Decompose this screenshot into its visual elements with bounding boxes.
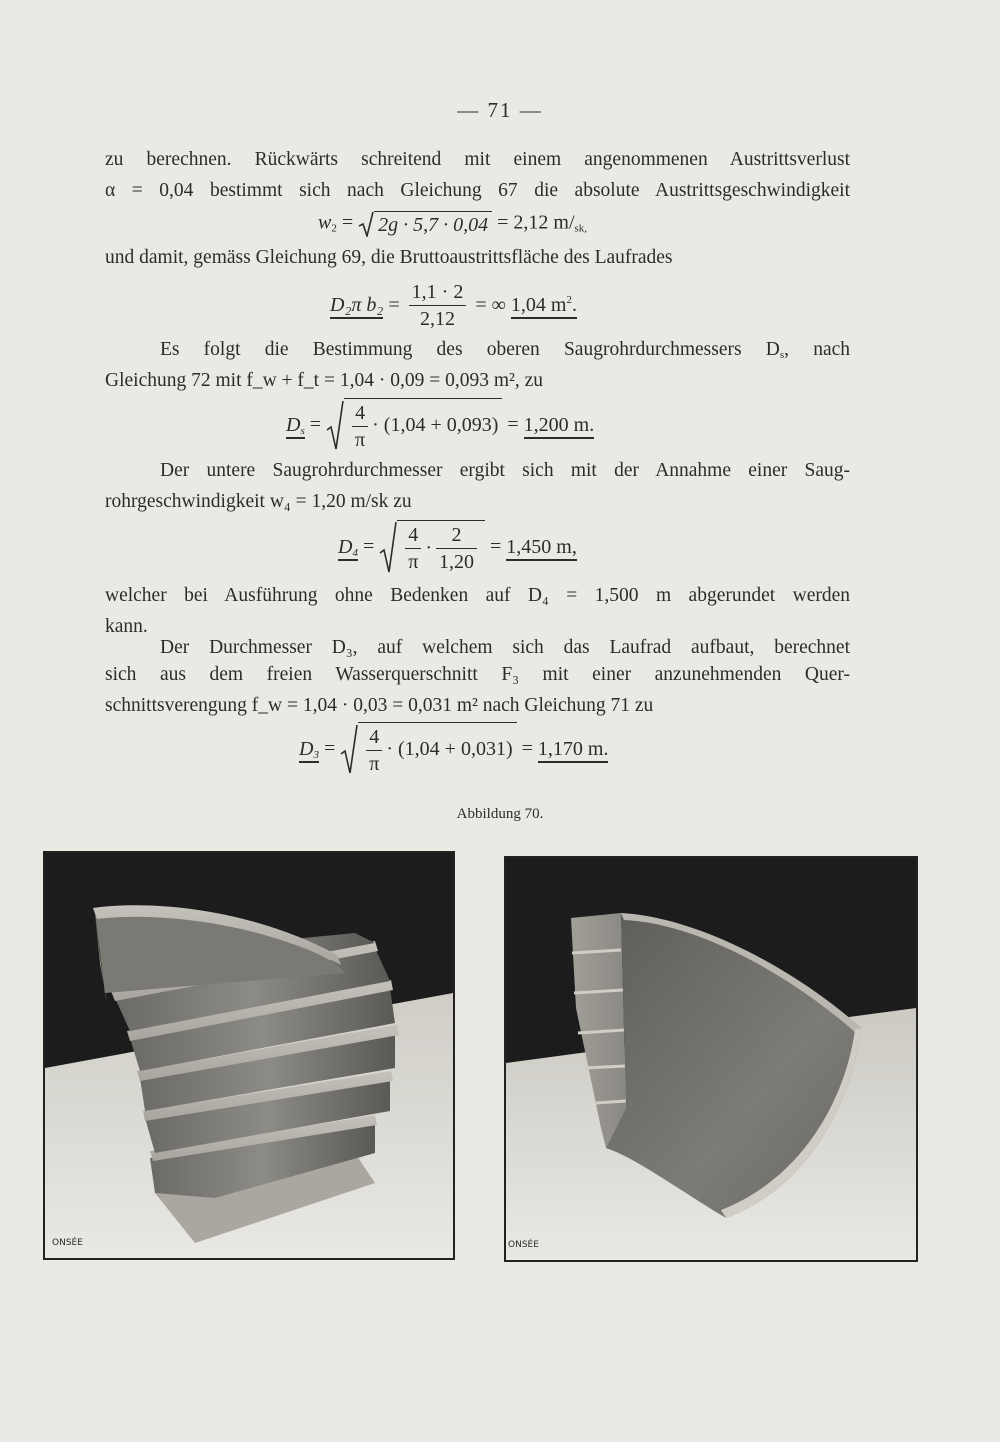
text-line: Der Durchmesser D₃, auf welchem sich das Laufrad aufbaut, berechnet [160,637,850,658]
figure-photo-right [504,856,918,1262]
text-line: zu berechnen. Rückwärts schreitend mit einem angenommenen Austrittsverlust [105,149,850,170]
text-line: welcher bei Ausführung ohne Bedenken auf D₄ = 1,500 m abgerundet werden [105,585,850,606]
text-line: α = 0,04 bestimmt sich nach Gleichung 67 die absolute Austrittsgeschwindigkeit [105,180,850,201]
text-line: schnittsverengung f_w = 1,04 · 0,03 = 0,031 m² nach Gleichung 71 zu [105,695,654,716]
paragraph-4b [105,486,850,517]
sqrt-symbol: $\frac{4}{\pi}$ · (1,04 + 0,031) [340,722,516,776]
text-line: Der untere Saugrohrdurchmesser ergibt sich mit der Annahme einer Saug- [160,460,850,481]
equation-d2-pi-b2: D₂π b₂ = $\frac{1,1 \cdot 2}{2,12}$ = ∞ 1,04 $m^2$. [330,281,577,330]
paragraph-1 [105,144,850,206]
paragraph-2 [105,242,850,273]
text-line: und damit, gemäss Gleichung 69, die Bruttoaustrittsfläche des Laufrades [105,247,673,268]
photo-signature-right: ONSÉE [508,1240,539,1250]
paragraph-3b [105,365,850,396]
sqrt-symbol: 2g · 5,7 · 0,04 [358,211,492,237]
sqrt-symbol: $\frac{4}{\pi}$ · (1,04 + 0,093) [326,398,502,452]
paragraph-6b [105,659,850,721]
photo-signature-left: ONSÉE [52,1238,83,1248]
page-number: — 71 — [457,98,543,122]
equation-w2: $w_2 = 2g \cdot 5,7 \cdot 0,04 = 2,12$ $m/_{sk,}$ [318,211,588,236]
figure-caption: Abbildung 70. [456,806,544,822]
equation-d3: $D_3$ = $\frac{4}{\pi}$ · (1,04 + 0,031) = 1,170 m. [299,722,608,776]
sqrt-symbol: $\frac{4}{\pi}$ · $\frac{2}{1,20}$ [379,520,485,574]
figure-photo-left [43,851,455,1260]
equation-d4: $D_4$ = $\frac{4}{\pi}$ · $\frac{2}{1,20}$ = 1,450 m, [338,520,577,574]
text-line: kann. [105,616,148,637]
equation-ds: $D_s$ = $\frac{4}{\pi}$ · (1,04 + 0,093) = 1,200 m. [286,398,594,452]
text-line: Es folgt die Bestimmung des oberen Saugrohrdurchmessers $D_s$, nach [160,339,851,361]
paragraph-4 [105,455,850,486]
text-line: rohrgeschwindigkeit w₄ = 1,20 m/sk zu [105,491,412,512]
text-line: sich aus dem freien Wasserquerschnitt F₃ mit einer anzunehmenden Quer- [105,664,850,685]
text-line: Gleichung 72 mit f_w + f_t = 1,04 · 0,09 = 0,093 m², zu [105,370,543,391]
